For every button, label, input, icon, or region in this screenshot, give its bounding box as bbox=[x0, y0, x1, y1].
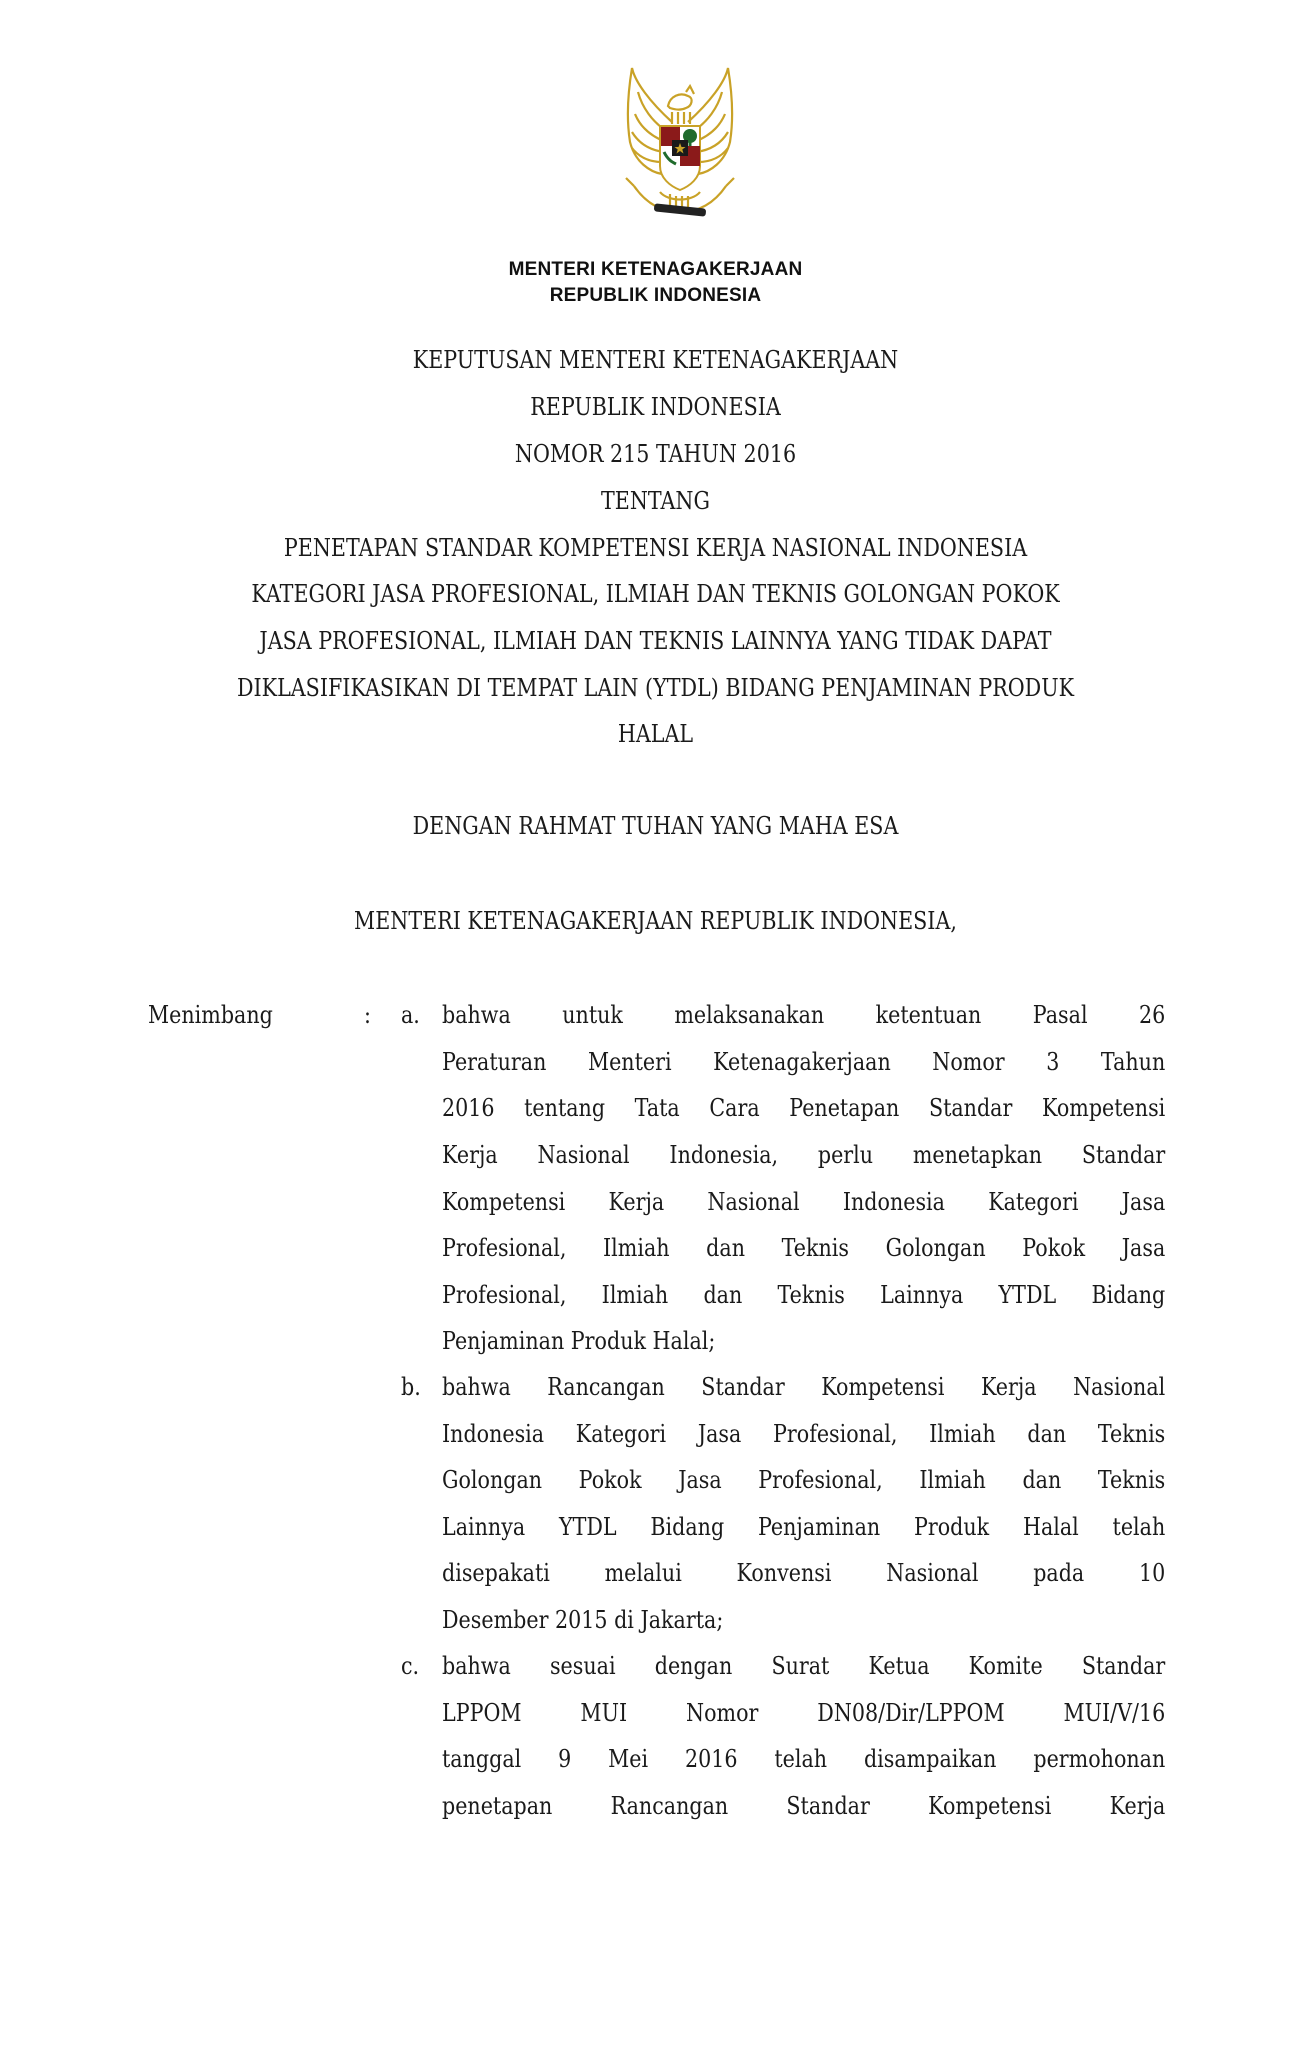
item-marker-c: c. bbox=[401, 1652, 420, 1680]
title-line: TENTANG bbox=[600, 487, 710, 515]
title-line: JASA PROFESIONAL, ILMIAH DAN TEKNIS LAINNYA YANG TIDAK DAPAT bbox=[259, 627, 1052, 655]
issuing-authority: MENTERI KETENAGAKERJAAN REPUBLIK INDONESIA, bbox=[354, 907, 957, 935]
item-a-line: Kerja Nasional Indonesia, perlu menetapkan Standar bbox=[442, 1141, 1166, 1169]
title-line: KATEGORI JASA PROFESIONAL, ILMIAH DAN TEKNIS GOLONGAN POKOK bbox=[251, 580, 1060, 608]
item-c-line: tanggal 9 Mei 2016 telah disampaikan permohonan bbox=[442, 1745, 1166, 1773]
item-a-line: Profesional, Ilmiah dan Teknis Lainnya YTDL Bidang bbox=[442, 1281, 1166, 1309]
item-c-line: LPPOM MUI Nomor DN08/Dir/LPPOM MUI/V/16 bbox=[442, 1699, 1166, 1727]
item-marker-b: b. bbox=[401, 1373, 421, 1401]
title-line: PENETAPAN STANDAR KOMPETENSI KERJA NASIONAL INDONESIA bbox=[283, 534, 1028, 562]
item-a-line: Kompetensi Kerja Nasional Indonesia Kategori Jasa bbox=[442, 1188, 1166, 1216]
letterhead-ministry-line1: MENTERI KETENAGAKERJAAN bbox=[508, 259, 803, 280]
item-b-line: Desember 2015 di Jakarta; bbox=[442, 1606, 724, 1634]
item-a-line: bahwa untuk melaksanakan ketentuan Pasal 26 bbox=[442, 1001, 1166, 1029]
title-line: NOMOR 215 TAHUN 2016 bbox=[514, 440, 797, 468]
title-line: KEPUTUSAN MENTERI KETENAGAKERJAAN bbox=[412, 346, 899, 374]
item-b-line: bahwa Rancangan Standar Kompetensi Kerja Nasional bbox=[442, 1373, 1166, 1401]
item-c-line: bahwa sesuai dengan Surat Ketua Komite Standar bbox=[442, 1652, 1166, 1680]
item-b-line: Golongan Pokok Jasa Profesional, Ilmiah dan Teknis bbox=[442, 1466, 1166, 1494]
garuda-emblem-icon bbox=[590, 62, 770, 242]
title-line: DIKLASIFIKASIKAN DI TEMPAT LAIN (YTDL) BIDANG PENJAMINAN PRODUK bbox=[236, 674, 1075, 702]
item-a-line: 2016 tentang Tata Cara Penetapan Standar Kompetensi bbox=[442, 1094, 1166, 1122]
item-a-line: Peraturan Menteri Ketenagakerjaan Nomor 3 Tahun bbox=[442, 1048, 1166, 1076]
item-marker-a: a. bbox=[401, 1001, 420, 1029]
considering-label: Menimbang bbox=[148, 1001, 273, 1029]
invocation: DENGAN RAHMAT TUHAN YANG MAHA ESA bbox=[412, 812, 899, 840]
item-a-line: Profesional, Ilmiah dan Teknis Golongan Pokok Jasa bbox=[442, 1234, 1166, 1262]
title-line: REPUBLIK INDONESIA bbox=[530, 393, 781, 421]
letterhead-ministry-line2: REPUBLIK INDONESIA bbox=[549, 285, 762, 306]
item-a-line: Penjaminan Produk Halal; bbox=[442, 1327, 716, 1355]
item-b-line: Indonesia Kategori Jasa Profesional, Ilmiah dan Teknis bbox=[442, 1420, 1166, 1448]
item-b-line: disepakati melalui Konvensi Nasional pada 10 bbox=[442, 1559, 1166, 1587]
considering-colon: : bbox=[364, 1001, 371, 1029]
title-line: HALAL bbox=[617, 720, 694, 748]
item-c-line: penetapan Rancangan Standar Kompetensi Kerja bbox=[442, 1792, 1166, 1820]
item-b-line: Lainnya YTDL Bidang Penjaminan Produk Halal telah bbox=[442, 1513, 1166, 1541]
